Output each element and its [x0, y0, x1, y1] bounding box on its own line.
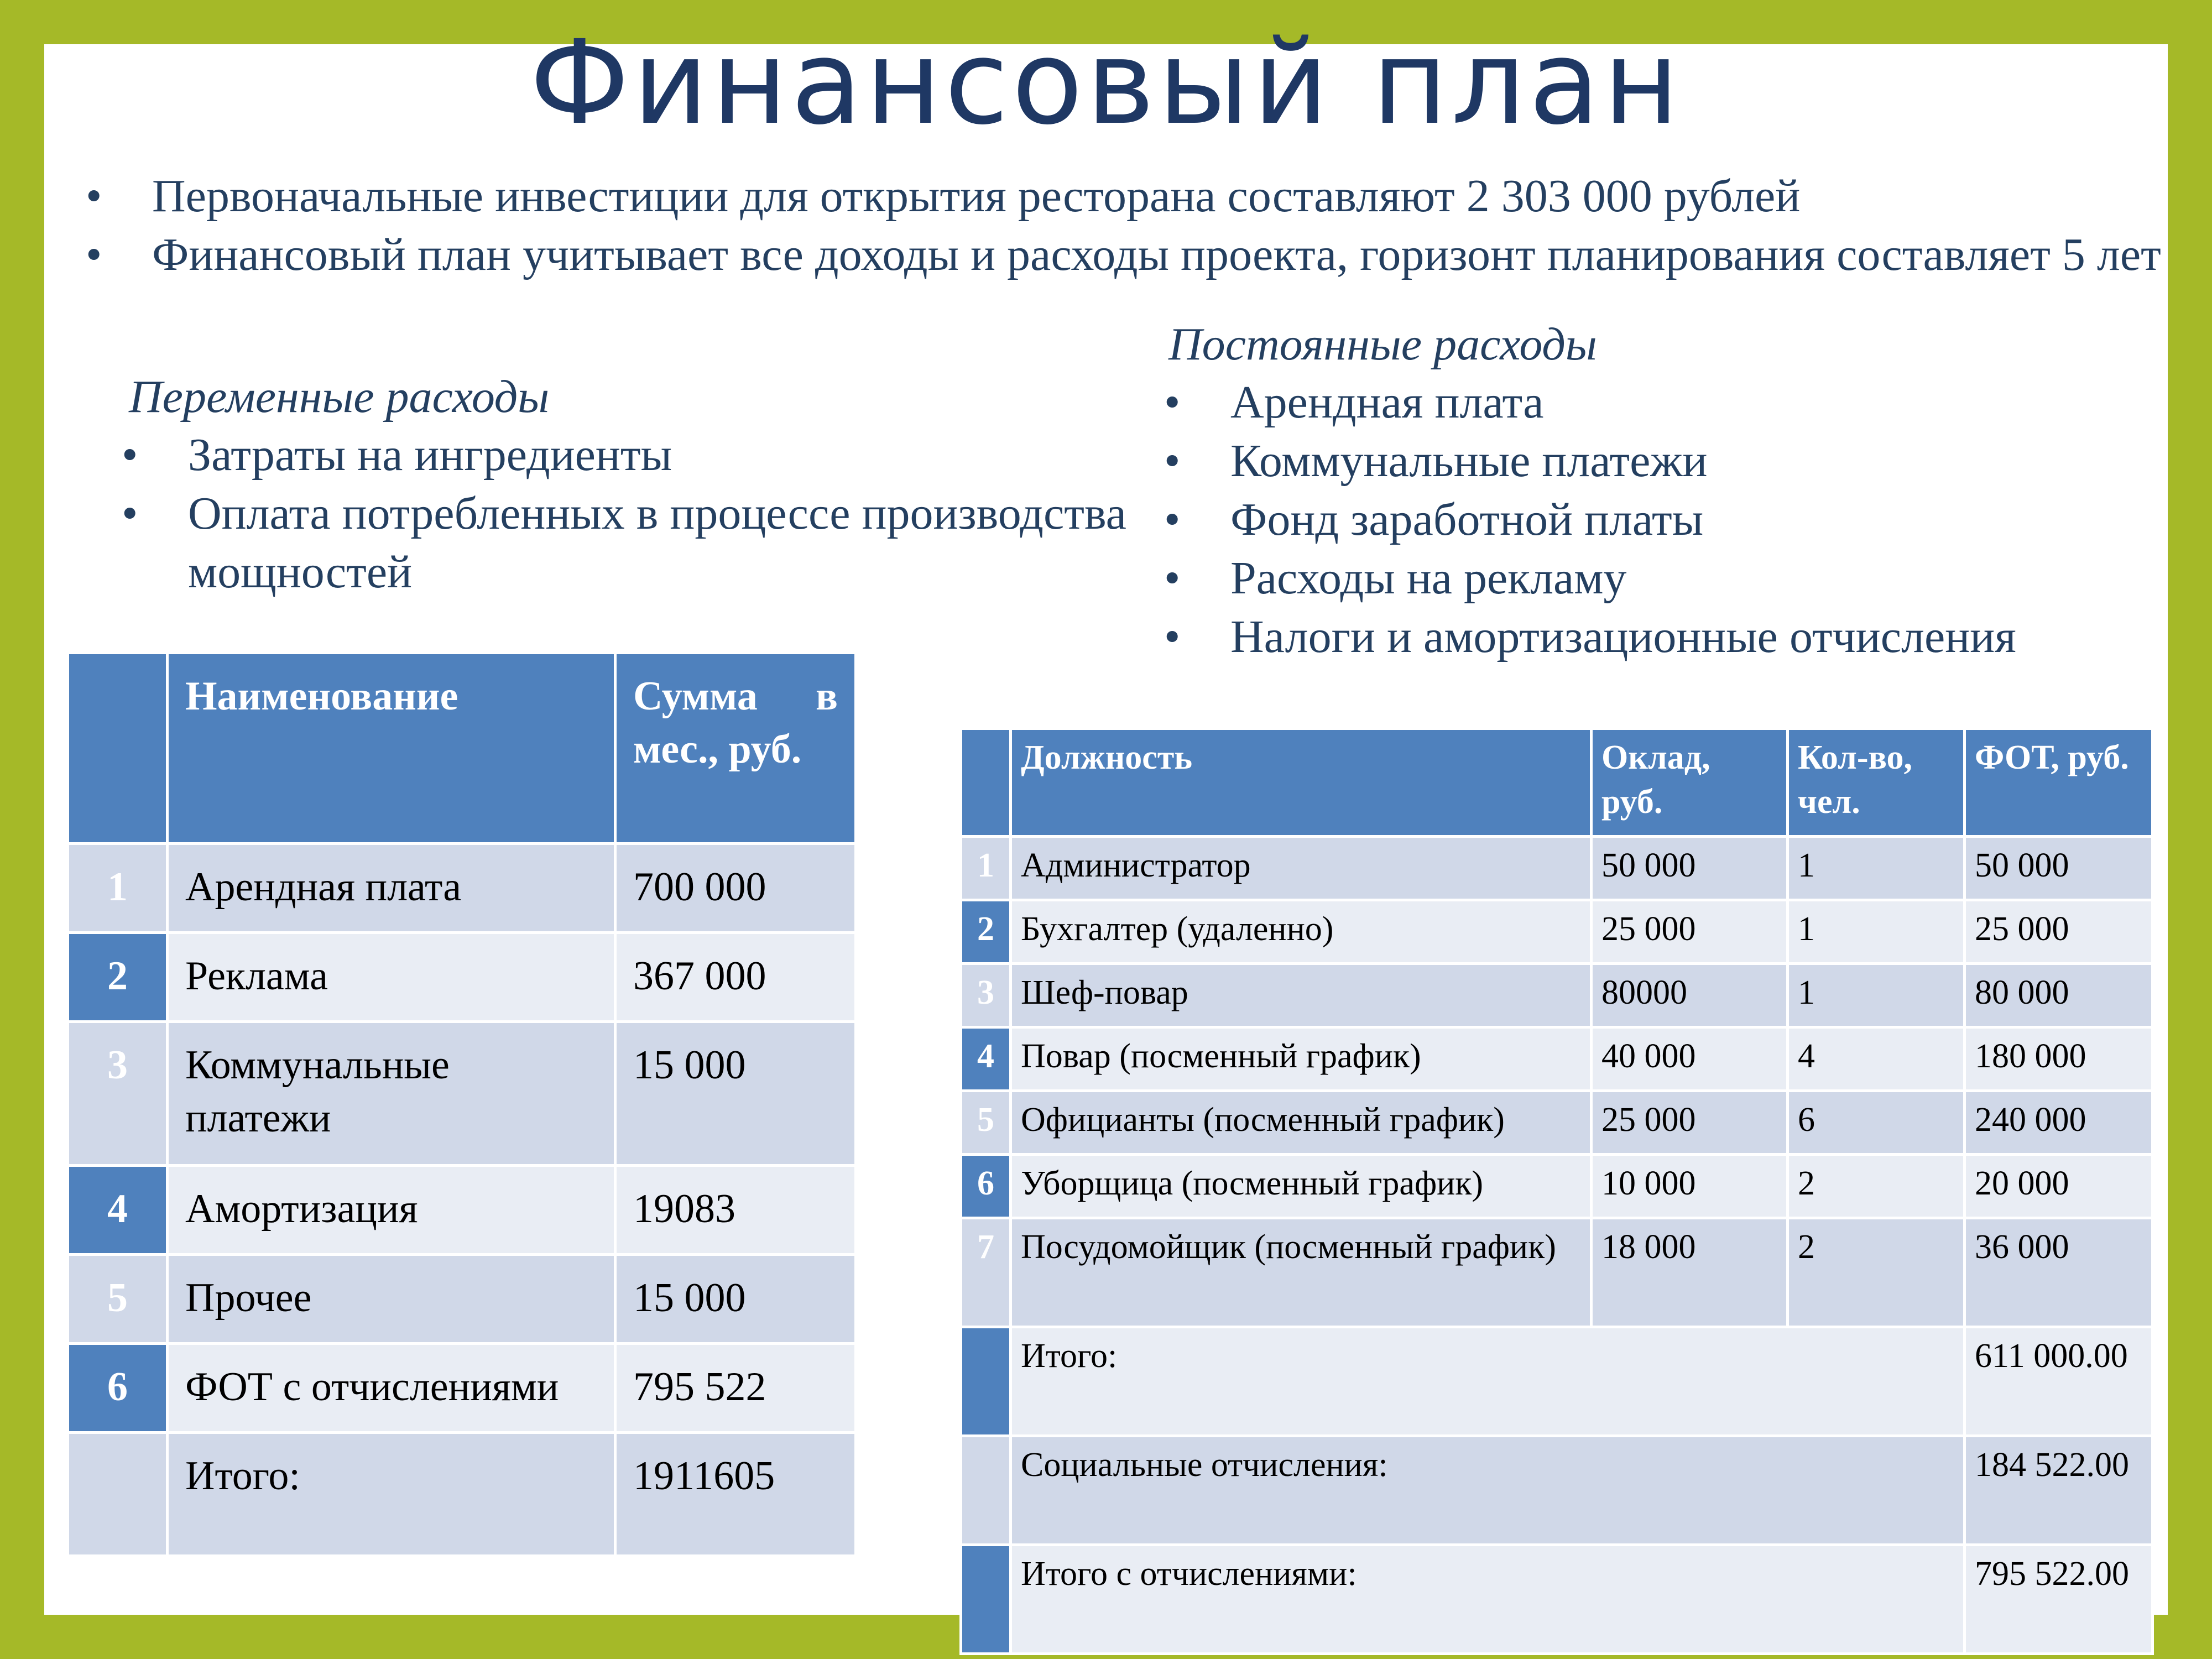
table-row — [961, 1091, 2153, 1155]
intro-bullet-list — [86, 167, 2198, 284]
row-fot: 25 000 — [1965, 900, 2153, 964]
bullet-icon: • — [86, 229, 102, 280]
row-fot: 36 000 — [1965, 1218, 2153, 1327]
total-label: Итого: — [168, 1433, 615, 1556]
row-position: Уборщица (посменный график) — [1011, 1155, 1592, 1218]
table-header-row — [961, 729, 2153, 837]
row-salary: 25 000 — [1592, 1091, 1788, 1155]
bullet-icon: • — [1164, 377, 1181, 428]
row-count: 6 — [1788, 1091, 1965, 1155]
row-number: 2 — [68, 933, 168, 1022]
row-number — [68, 1433, 168, 1556]
row-number: 1 — [961, 837, 1011, 900]
list-item: • Затраты на ингредиенты — [122, 426, 1228, 484]
row-fot: 80 000 — [1965, 964, 2153, 1027]
table-row — [961, 964, 2153, 1027]
table-row — [961, 1027, 2153, 1091]
row-number: 2 — [961, 900, 1011, 964]
variable-costs-list — [122, 426, 1228, 602]
list-item: • Финансовый план учитывает все доходы и расходы проекта, горизонт планирования составляет 5 лет — [86, 226, 2198, 284]
fixed-costs-heading: Постоянные расходы — [1168, 319, 1597, 370]
summary-label: Итого с отчислениями: — [1011, 1545, 1965, 1654]
row-count: 1 — [1788, 837, 1965, 900]
table-row — [68, 844, 856, 933]
list-item: • Арендная плата — [1164, 373, 2159, 432]
row-count: 2 — [1788, 1155, 1965, 1218]
bullet-icon: • — [1164, 435, 1181, 487]
row-number: 3 — [68, 1022, 168, 1166]
row-salary: 80000 — [1592, 964, 1788, 1027]
row-number — [961, 1436, 1011, 1545]
table-summary-row — [961, 1327, 2153, 1436]
table-row — [68, 1344, 856, 1433]
row-number: 4 — [961, 1027, 1011, 1091]
summary-value: 184 522.00 — [1965, 1436, 2153, 1545]
summary-label: Социальные отчисления: — [1011, 1436, 1965, 1545]
header-num — [68, 653, 168, 844]
row-position: Официанты (посменный график) — [1011, 1091, 1592, 1155]
row-fot: 180 000 — [1965, 1027, 2153, 1091]
table-row — [961, 1218, 2153, 1327]
list-item: • Коммунальные платежи — [1164, 432, 2159, 491]
row-number: 6 — [961, 1155, 1011, 1218]
row-number: 5 — [961, 1091, 1011, 1155]
row-amount: 700 000 — [615, 844, 856, 933]
list-item: • Расходы на рекламу — [1164, 549, 2159, 608]
row-fot: 240 000 — [1965, 1091, 2153, 1155]
table-summary-row — [961, 1545, 2153, 1654]
table-total-row — [68, 1433, 856, 1556]
summary-label: Итого: — [1011, 1327, 1965, 1436]
list-item: • Оплата потребленных в процессе производства мощностей — [122, 484, 1228, 602]
monthly-costs-table — [66, 651, 857, 1557]
row-salary: 25 000 — [1592, 900, 1788, 964]
row-fot: 20 000 — [1965, 1155, 2153, 1218]
bullet-icon: • — [122, 429, 138, 481]
total-amount: 1911605 — [615, 1433, 856, 1556]
row-amount: 367 000 — [615, 933, 856, 1022]
header-amount: Сумма в мес., руб. — [615, 653, 856, 844]
bullet-icon: • — [1164, 494, 1181, 545]
row-position: Администратор — [1011, 837, 1592, 900]
row-name: Арендная плата — [168, 844, 615, 933]
row-count: 4 — [1788, 1027, 1965, 1091]
summary-value: 795 522.00 — [1965, 1545, 2153, 1654]
table-summary-row — [961, 1436, 2153, 1545]
row-name: Коммунальные платежи — [168, 1022, 615, 1166]
row-number: 7 — [961, 1218, 1011, 1327]
row-amount: 15 000 — [615, 1022, 856, 1166]
row-number: 6 — [68, 1344, 168, 1433]
row-salary: 40 000 — [1592, 1027, 1788, 1091]
header-name: Наименование — [168, 653, 615, 844]
bullet-icon: • — [86, 170, 102, 222]
row-name: Амортизация — [168, 1166, 615, 1255]
header-num — [961, 729, 1011, 837]
bullet-icon: • — [1164, 552, 1181, 604]
bullet-icon: • — [1164, 611, 1181, 662]
bullet-icon: • — [122, 488, 138, 539]
page-title: Финансовый план — [529, 15, 1683, 150]
table-row — [961, 1155, 2153, 1218]
row-amount: 19083 — [615, 1166, 856, 1255]
row-position: Повар (посменный график) — [1011, 1027, 1592, 1091]
row-fot: 50 000 — [1965, 837, 2153, 900]
row-number: 3 — [961, 964, 1011, 1027]
row-name: Прочее — [168, 1255, 615, 1344]
row-count: 2 — [1788, 1218, 1965, 1327]
row-amount: 795 522 — [615, 1344, 856, 1433]
row-number: 1 — [68, 844, 168, 933]
row-number: 4 — [68, 1166, 168, 1255]
header-count: Кол-во, чел. — [1788, 729, 1965, 837]
row-position: Бухгалтер (удаленно) — [1011, 900, 1592, 964]
list-item: • Фонд заработной платы — [1164, 491, 2159, 549]
table-row — [961, 900, 2153, 964]
row-salary: 50 000 — [1592, 837, 1788, 900]
header-fot: ФОТ, руб. — [1965, 729, 2153, 837]
row-count: 1 — [1788, 964, 1965, 1027]
header-salary: Оклад, руб. — [1592, 729, 1788, 837]
row-number — [961, 1327, 1011, 1436]
table-row — [68, 933, 856, 1022]
row-number: 5 — [68, 1255, 168, 1344]
row-position: Шеф-повар — [1011, 964, 1592, 1027]
row-count: 1 — [1788, 900, 1965, 964]
row-salary: 18 000 — [1592, 1218, 1788, 1327]
staff-payroll-table — [959, 727, 2154, 1655]
row-number — [961, 1545, 1011, 1654]
row-amount: 15 000 — [615, 1255, 856, 1344]
table-row — [68, 1022, 856, 1166]
variable-costs-heading: Переменные расходы — [129, 371, 550, 422]
row-name: Реклама — [168, 933, 615, 1022]
list-item: • Первоначальные инвестиции для открытия ресторана составляют 2 303 000 рублей — [86, 167, 2198, 226]
fixed-costs-list — [1164, 373, 2159, 666]
header-position: Должность — [1011, 729, 1592, 837]
summary-value: 611 000.00 — [1965, 1327, 2153, 1436]
table-row — [68, 1255, 856, 1344]
table-row — [961, 837, 2153, 900]
row-salary: 10 000 — [1592, 1155, 1788, 1218]
table-header-row — [68, 653, 856, 844]
table-row — [68, 1166, 856, 1255]
row-position: Посудомойщик (посменный график) — [1011, 1218, 1592, 1327]
row-name: ФОТ с отчислениями — [168, 1344, 615, 1433]
list-item: • Налоги и амортизационные отчисления — [1164, 608, 2159, 666]
